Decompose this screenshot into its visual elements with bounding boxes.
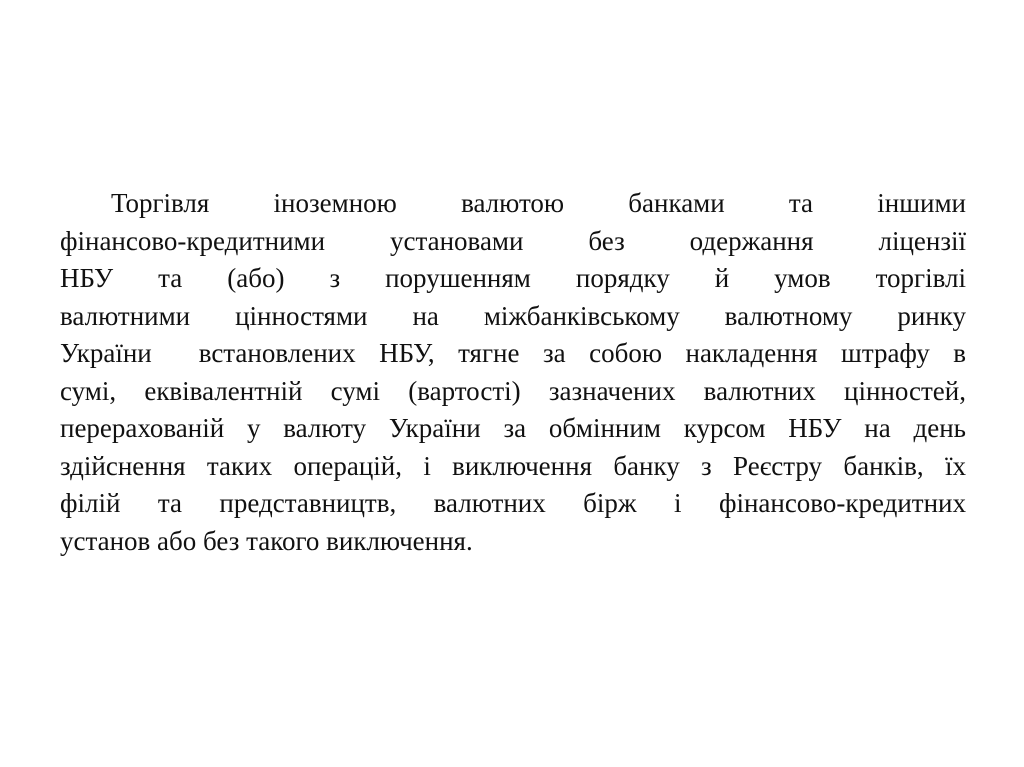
paragraph-line: перерахованій у валюту України за обмінним курсом НБУ на день bbox=[60, 413, 966, 443]
paragraph-line: установ або без такого виключення. bbox=[60, 525, 473, 556]
paragraph-line: України встановлених НБУ, тягне за собою накладення штрафу в bbox=[60, 338, 966, 368]
paragraph-line: філій та представництв, валютних бірж і фінансово-кредитних bbox=[60, 488, 966, 518]
paragraph-line: сумі, еквівалентній сумі (вартості) зазначених валютних цінностей, bbox=[60, 375, 966, 406]
paragraph-line: НБУ та (або) з порушенням порядку й умов торгівлі bbox=[60, 263, 966, 293]
paragraph-line: Торгівля іноземною валютою банками та іншими bbox=[111, 188, 966, 218]
body-paragraph bbox=[60, 185, 966, 560]
paragraph-line: фінансово-кредитними установами без одержання ліцензії bbox=[60, 225, 966, 256]
paragraph-line: валютними цінностями на міжбанківському валютному ринку bbox=[60, 300, 966, 331]
paragraph-line: здійснення таких операцій, і виключення банку з Реєстру банків, їх bbox=[60, 450, 966, 481]
